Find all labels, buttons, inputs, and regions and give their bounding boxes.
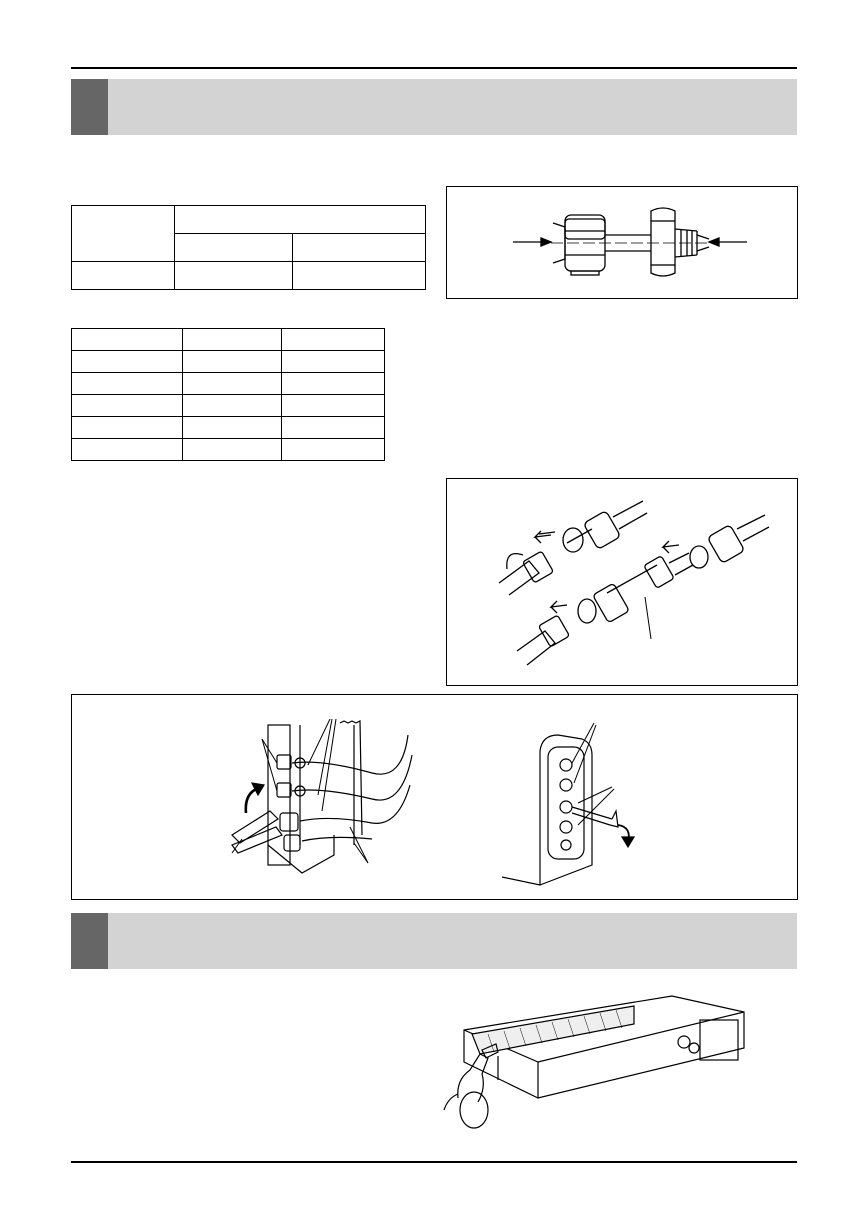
table-cell xyxy=(183,439,282,461)
table-cell xyxy=(183,329,282,351)
table-cell xyxy=(282,417,385,439)
valve-assembly-right xyxy=(502,723,634,885)
spray-bottle xyxy=(460,1092,488,1128)
table-cell xyxy=(72,395,183,417)
union-nut-left xyxy=(593,583,630,623)
top-rule xyxy=(71,67,797,69)
table-cell xyxy=(183,351,282,373)
table-cell xyxy=(72,439,183,461)
table-cell xyxy=(282,329,385,351)
service-valve-figure xyxy=(71,694,798,900)
table-cell xyxy=(72,329,183,351)
hand xyxy=(458,1054,488,1102)
right-arrow-head xyxy=(709,238,719,246)
pipe-left-lower xyxy=(517,631,555,665)
hex-top xyxy=(651,208,675,221)
pipe-size-table xyxy=(71,205,426,290)
hex-bottom xyxy=(651,265,675,276)
table-cell xyxy=(175,234,293,262)
arrow-lower-left xyxy=(551,601,567,613)
table-cell xyxy=(183,373,282,395)
arrow-upper-right xyxy=(663,541,679,553)
table-cell xyxy=(175,262,293,290)
table-cell xyxy=(72,417,183,439)
table-cell xyxy=(293,234,426,262)
union-fitting-figure xyxy=(446,186,798,299)
section-1-tab xyxy=(71,79,108,135)
pipe-port-2 xyxy=(689,1043,699,1053)
table-cell xyxy=(72,262,175,290)
table-cell xyxy=(175,206,426,234)
torque-table xyxy=(71,328,385,461)
leader-union xyxy=(645,597,651,639)
pipe-left-upper xyxy=(499,561,539,595)
left-arrow-head xyxy=(541,238,551,246)
union-hex xyxy=(644,556,674,589)
flare-left-lower xyxy=(578,599,596,623)
table-cell xyxy=(282,373,385,395)
section-2-tab xyxy=(71,913,108,969)
table-cell xyxy=(282,351,385,373)
table-cell xyxy=(72,351,183,373)
indoor-unit-cleaning-figure xyxy=(438,990,778,1132)
wrench-1 xyxy=(232,811,278,843)
valve-assembly-left xyxy=(232,719,412,873)
table-cell xyxy=(72,373,183,395)
section-1-banner xyxy=(71,79,797,135)
pipe-port-1 xyxy=(678,1036,690,1048)
table-cell xyxy=(282,439,385,461)
table-cell xyxy=(183,417,282,439)
pipe-connection-figure xyxy=(446,478,798,686)
table-cell xyxy=(72,206,175,262)
bottom-rule xyxy=(71,1161,797,1163)
table-cell xyxy=(183,395,282,417)
table-cell xyxy=(282,395,385,417)
table-cell xyxy=(293,262,426,290)
section-2-banner xyxy=(71,913,797,969)
nut-right xyxy=(707,525,745,564)
